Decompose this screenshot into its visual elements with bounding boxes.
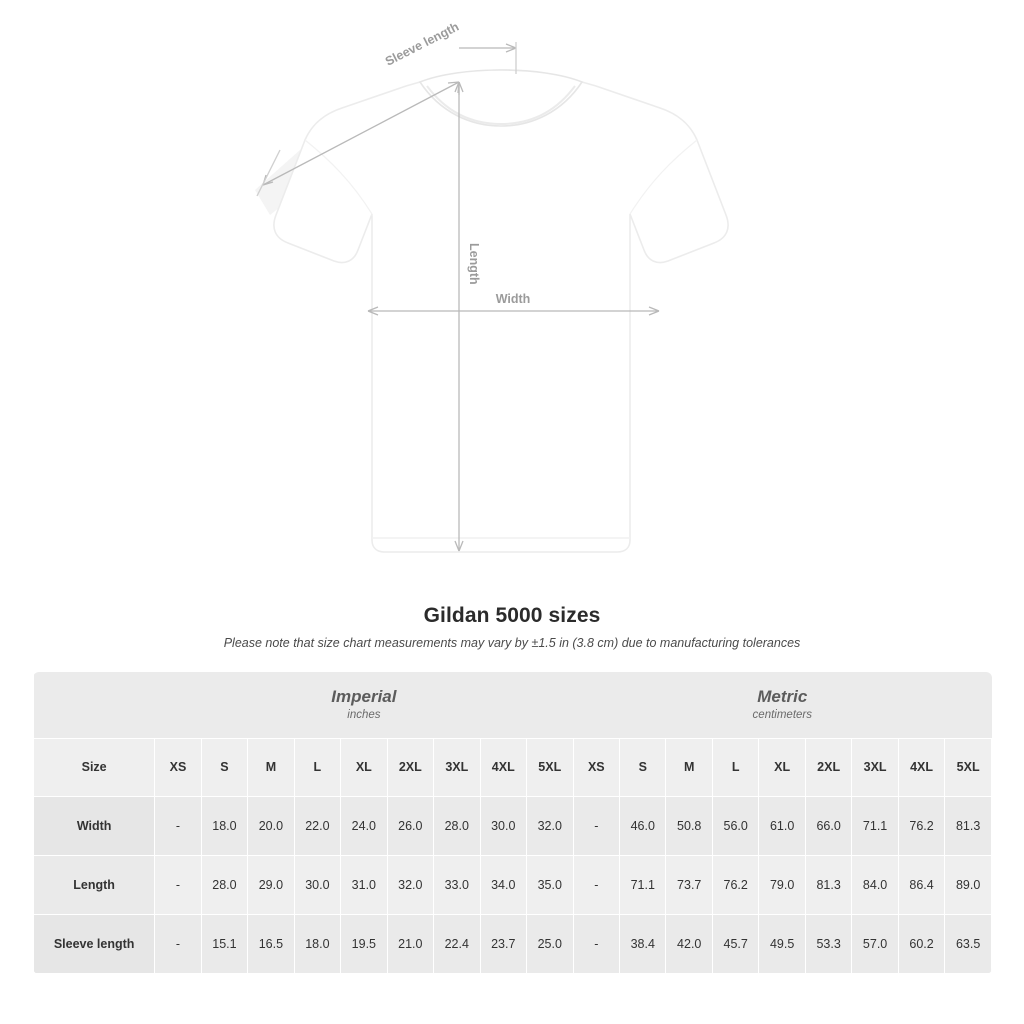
cell-length-imperial-4xl: 34.0 (480, 855, 526, 914)
cell-sleeve-metric-xs: - (573, 914, 619, 973)
cell-width-imperial-5xl: 32.0 (526, 796, 573, 855)
cell-length-metric-xl: 79.0 (759, 855, 805, 914)
unit-metric-name: Metric (757, 686, 808, 706)
table-row (34, 796, 992, 855)
cell-length-imperial-s: 28.0 (201, 855, 247, 914)
cell-width-metric-s: 46.0 (620, 796, 666, 855)
cell-width-metric-xl: 61.0 (759, 796, 805, 855)
unit-header-row (34, 672, 992, 738)
size-header-metric-5xl: 5XL (945, 738, 992, 796)
cell-width-metric-4xl: 76.2 (898, 796, 944, 855)
cell-sleeve-imperial-xl: 19.5 (341, 914, 387, 973)
cell-width-imperial-l: 22.0 (294, 796, 340, 855)
cell-sleeve-imperial-5xl: 25.0 (526, 914, 573, 973)
cell-length-imperial-2xl: 32.0 (387, 855, 433, 914)
cell-width-imperial-xl: 24.0 (341, 796, 387, 855)
page-title: Gildan 5000 sizes (423, 604, 601, 627)
tolerance-note: Please note that size chart measurements may vary by ±1.5 in (3.8 cm) due to manufacturing tolerances (223, 636, 801, 650)
cell-length-metric-3xl: 84.0 (852, 855, 898, 914)
cell-sleeve-metric-xl: 49.5 (759, 914, 805, 973)
width-label: Width (495, 292, 531, 306)
size-header-metric-m: M (666, 738, 712, 796)
cell-sleeve-imperial-l: 18.0 (294, 914, 340, 973)
cell-sleeve-metric-m: 42.0 (666, 914, 712, 973)
cell-width-imperial-2xl: 26.0 (387, 796, 433, 855)
size-header-imperial-xs: XS (155, 738, 201, 796)
cell-length-metric-s: 71.1 (620, 855, 666, 914)
cell-sleeve-imperial-xs: - (155, 914, 201, 973)
cell-length-imperial-5xl: 35.0 (526, 855, 573, 914)
unit-imperial-cell (155, 672, 573, 738)
size-header-row (34, 738, 992, 796)
row-label-length: Length (34, 855, 155, 914)
cell-sleeve-metric-4xl: 60.2 (898, 914, 944, 973)
cell-width-metric-5xl: 81.3 (945, 796, 992, 855)
cell-sleeve-imperial-4xl: 23.7 (480, 914, 526, 973)
cell-length-imperial-xl: 31.0 (341, 855, 387, 914)
cell-width-imperial-s: 18.0 (201, 796, 247, 855)
cell-width-metric-xs: - (573, 796, 619, 855)
size-header-imperial-2xl: 2XL (387, 738, 433, 796)
cell-length-metric-4xl: 86.4 (898, 855, 944, 914)
cell-length-metric-5xl: 89.0 (945, 855, 992, 914)
unit-imperial-name: Imperial (331, 686, 397, 706)
cell-length-metric-l: 76.2 (712, 855, 758, 914)
cell-width-metric-m: 50.8 (666, 796, 712, 855)
cell-length-metric-2xl: 81.3 (805, 855, 851, 914)
size-header-imperial-m: M (248, 738, 294, 796)
cell-width-metric-2xl: 66.0 (805, 796, 851, 855)
table-row (34, 855, 992, 914)
cell-sleeve-metric-s: 38.4 (620, 914, 666, 973)
size-header-imperial-s: S (201, 738, 247, 796)
cell-width-imperial-xs: - (155, 796, 201, 855)
row-label-sleeve-length: Sleeve length (34, 914, 155, 973)
unit-imperial-sub: inches (347, 708, 381, 721)
cell-length-metric-m: 73.7 (666, 855, 712, 914)
cell-width-metric-l: 56.0 (712, 796, 758, 855)
size-header-metric-xs: XS (573, 738, 619, 796)
size-header-metric-3xl: 3XL (852, 738, 898, 796)
size-column-header: Size (34, 738, 155, 796)
cell-sleeve-imperial-2xl: 21.0 (387, 914, 433, 973)
cell-width-imperial-m: 20.0 (248, 796, 294, 855)
cell-sleeve-metric-2xl: 53.3 (805, 914, 851, 973)
unit-spacer-cell (34, 672, 155, 738)
cell-width-imperial-3xl: 28.0 (434, 796, 480, 855)
size-header-imperial-4xl: 4XL (480, 738, 526, 796)
row-label-width: Width (34, 796, 155, 855)
unit-metric-cell (573, 672, 991, 738)
length-label: Length (467, 243, 481, 285)
size-header-imperial-3xl: 3XL (434, 738, 480, 796)
cell-sleeve-metric-3xl: 57.0 (852, 914, 898, 973)
cell-width-imperial-4xl: 30.0 (480, 796, 526, 855)
cell-sleeve-imperial-m: 16.5 (248, 914, 294, 973)
cell-length-imperial-l: 30.0 (294, 855, 340, 914)
size-header-imperial-l: L (294, 738, 340, 796)
table-row (34, 914, 992, 973)
size-header-metric-4xl: 4XL (898, 738, 944, 796)
cell-width-metric-3xl: 71.1 (852, 796, 898, 855)
size-header-metric-s: S (620, 738, 666, 796)
size-header-metric-l: L (712, 738, 758, 796)
cell-sleeve-imperial-s: 15.1 (201, 914, 247, 973)
size-table (33, 672, 992, 974)
cell-sleeve-imperial-3xl: 22.4 (434, 914, 480, 973)
cell-length-imperial-m: 29.0 (248, 855, 294, 914)
size-header-metric-xl: XL (759, 738, 805, 796)
cell-length-imperial-3xl: 33.0 (434, 855, 480, 914)
size-table-wrapper (33, 672, 992, 974)
cell-length-imperial-xs: - (155, 855, 201, 914)
unit-metric-sub: centimeters (752, 708, 812, 721)
size-header-imperial-5xl: 5XL (526, 738, 573, 796)
cell-length-metric-xs: - (573, 855, 619, 914)
cell-sleeve-metric-5xl: 63.5 (945, 914, 992, 973)
sleeve-length-label: Sleeve length (383, 19, 462, 69)
cell-sleeve-metric-l: 45.7 (712, 914, 758, 973)
size-header-metric-2xl: 2XL (805, 738, 851, 796)
size-header-imperial-xl: XL (341, 738, 387, 796)
